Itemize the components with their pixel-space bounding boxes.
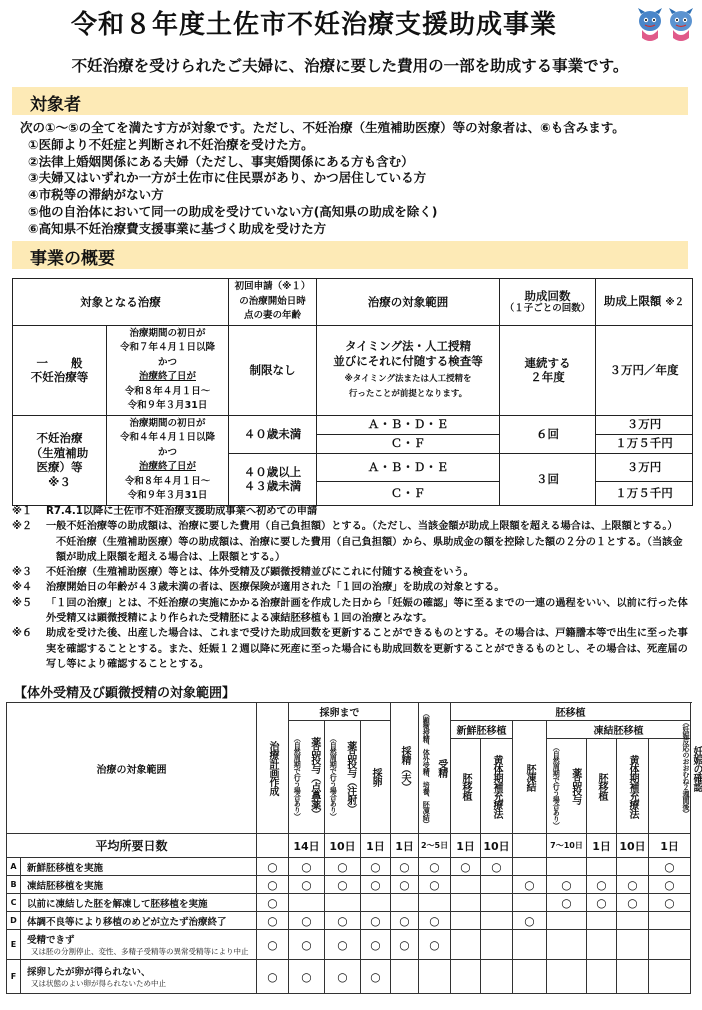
check-mark: ○ — [289, 876, 325, 894]
ivf-col-header: 黄体期補充療法 — [481, 739, 513, 834]
table-row — [7, 858, 691, 876]
row-key: A — [7, 858, 21, 876]
check-mark: ○ — [617, 876, 649, 894]
avg-days: 1日 — [361, 834, 391, 858]
check-mark: ○ — [325, 930, 361, 960]
empty-cell — [451, 894, 481, 912]
footnote: ※３ 不妊治療（生殖補助医療）等とは、体外受精及び顕微授精並びにこれに付随する検査をいう。 — [12, 567, 474, 579]
ivf-col-header: 採卵 — [361, 721, 391, 834]
ivf-col-header: （顕微授精、体外受精、培養、胚凍結） 受精 — [419, 703, 451, 834]
check-mark: ○ — [513, 876, 547, 894]
eligibility-item: ⑥高知県不妊治療費支援事業に基づく助成を受けた方 — [28, 220, 327, 236]
avg-days — [513, 834, 547, 858]
avg-days: 1日 — [391, 834, 419, 858]
art-limit-cf: １万５千円 — [596, 481, 693, 505]
empty-cell — [587, 858, 617, 876]
art-scope-abde: Ａ・Ｂ・Ｄ・Ｅ — [317, 453, 500, 481]
art-name: 不妊治療 （生殖補助 医療）等 ※３ — [13, 415, 107, 505]
art-age-under40: ４０歳未満 — [229, 415, 317, 453]
empty-cell — [547, 912, 587, 930]
check-mark: ○ — [325, 960, 361, 994]
row-label: 凍結胚移植を実施 — [21, 876, 257, 894]
empty-cell — [391, 960, 419, 994]
empty-cell — [617, 858, 649, 876]
empty-cell — [587, 930, 617, 960]
avg-days: 10日 — [481, 834, 513, 858]
general-limit: ３万円／年度 — [596, 325, 693, 415]
empty-cell — [587, 960, 617, 994]
row-label: 新鮮胚移植を実施 — [21, 858, 257, 876]
empty-cell — [419, 960, 451, 994]
table-row — [7, 930, 691, 960]
row-label: 採卵したが卵が得られない、 又は状態のよい卵が得られないため中止 — [21, 960, 257, 994]
check-mark: ○ — [257, 930, 289, 960]
ivf-col-header: 胚移植 — [451, 739, 481, 834]
section-heading-eligibility: 対象者 — [12, 87, 688, 115]
check-mark: ○ — [419, 858, 451, 876]
art-limit-cf: １万５千円 — [596, 434, 693, 453]
art-age-40to43: ４０歳以上 ４３歳未満 — [229, 453, 317, 505]
empty-cell — [481, 894, 513, 912]
empty-cell — [451, 876, 481, 894]
art-scope-cf: Ｃ・Ｆ — [317, 434, 500, 453]
section-heading-overview: 事業の概要 — [12, 241, 688, 269]
row-key: D — [7, 912, 21, 930]
eligibility-item: ④市税等の滞納がない方 — [28, 187, 164, 203]
footnote: 不妊治療（生殖補助医療）等の助成額は、治療に要した費用（自己負担額）から、県助成金の額を控除した額の２分の１とする。（当該金額が助成上限額を超える場合は、上限額とする。） — [56, 536, 683, 563]
footnote: ※２ 一般不妊治療等の助成額は、治療に要した費用（自己負担額）とする。（ただし、当該金額が助成上限額を超える場合は、上限額とする。） — [12, 521, 678, 533]
ivf-col-header: （自然周期で行う場合あり） 薬品投与（点鼻薬） — [289, 721, 325, 834]
art-scope-cf: Ｃ・Ｆ — [317, 481, 500, 505]
art-period: 治療期間の初日が 令和４年４月１日以降 かつ 治療終了日が 令和８年４月１日～ 令和９年３月31日 — [107, 415, 229, 505]
art-count-6: ６回 — [500, 415, 596, 453]
footnote: ※１ R7.4.1以降に土佐市不妊治療支援助成事業へ初めての申請 — [12, 506, 318, 517]
avg-days: 1日 — [649, 834, 691, 858]
empty-cell — [513, 960, 547, 994]
check-mark: ○ — [391, 912, 419, 930]
footnote: ※４ 治療開始日の年齢が４３歳未満の者は、医療保険が適用された「１回の治療」を助成の対象とする。 — [12, 582, 505, 594]
table-row — [7, 894, 691, 912]
check-mark: ○ — [391, 876, 419, 894]
general-scope: タイミング法・人工授精 並びにそれに付随する検査等 ※タイミング法または人工授精を 行ったことが前提となります。 — [317, 325, 500, 415]
empty-cell — [289, 894, 325, 912]
header-limit: 助成上限額 ※２ — [596, 279, 693, 326]
empty-cell — [481, 960, 513, 994]
row-label: 受精できず 又は胚の分割停止、変性、多精子受精等の異常受精等により中止 — [21, 930, 257, 960]
avg-days: 1日 — [587, 834, 617, 858]
row-key: E — [7, 930, 21, 960]
footnotes — [12, 504, 692, 672]
row-label: 以前に凍結した胚を解凍して胚移植を実施 — [21, 894, 257, 912]
ivf-scope-table: 治療の対象範囲 治療計画作成 採卵まで 採精（夫） （顕微授精、体外受精、培養、胚凍結） 受精 胚移植 （妊娠反応のおおむね２週間後） 妊娠の確認 （自然周期で行う場合あり） 薬品投与（点鼻薬） （自然周期で行う場合あり） 薬品投与（注射） 採卵 新鮮胚移植 胚凍結 凍結胚移植 胚移植 黄体期補充療法 （自然周期で行う場合あり） 薬品投与 胚移植 黄体期補充療法 平均所要日数 14日 10日 1日 1日 2～5日 1日 10日 7～10日 1日 10日 1日 A 新鮮胚移植を実施 ○ ○ ○ ○ ○ ○ ○ ○ ○ B 凍結胚移植を実施 ○ ○ ○ ○ ○ ○ ○ ○ ○ ○ ○ C 以前に凍結した胚を解凍して胚移植を実施 ○ ○ ○ ○ ○ D 体調不良等により移植のめどが立たず治療終了 ○ ○ ○ ○ ○ ○ ○ E 受精できず 又は胚の分割停止、変性、多精子受精等の異常受精等により中止 ○ ○ ○ ○ ○ ○ F 採卵したが卵が得られない、 又は状態のよい卵が得られないため中止 ○ ○ ○ ○ — [6, 702, 691, 994]
page-title: 令和８年度土佐市不妊治療支援助成事業 — [70, 10, 557, 40]
check-mark: ○ — [547, 894, 587, 912]
empty-cell — [587, 912, 617, 930]
check-mark: ○ — [361, 858, 391, 876]
empty-cell — [451, 912, 481, 930]
ivf-col-header: 治療計画作成 — [257, 703, 289, 834]
empty-cell — [649, 960, 691, 994]
check-mark: ○ — [325, 876, 361, 894]
check-mark: ○ — [481, 858, 513, 876]
group-transfer: 胚移植 — [451, 703, 691, 721]
header-treatment: 対象となる治療 — [13, 279, 229, 326]
empty-cell — [481, 876, 513, 894]
check-mark: ○ — [361, 912, 391, 930]
header-count: 助成回数 （１子ごとの回数） — [500, 279, 596, 326]
table-row — [7, 912, 691, 930]
row-key: F — [7, 960, 21, 994]
table-row-general — [13, 325, 693, 415]
check-mark: ○ — [361, 876, 391, 894]
art-limit-abde: ３万円 — [596, 453, 693, 481]
check-mark: ○ — [289, 858, 325, 876]
header-scope: 治療の対象範囲 — [317, 279, 500, 326]
empty-cell — [361, 894, 391, 912]
empty-cell — [547, 960, 587, 994]
check-mark: ○ — [391, 930, 419, 960]
art-limit-abde: ３万円 — [596, 415, 693, 434]
avg-days: 10日 — [325, 834, 361, 858]
empty-cell — [617, 930, 649, 960]
empty-cell — [547, 930, 587, 960]
group-collection: 採卵まで — [289, 703, 391, 721]
ivf-col-header: （自然周期で行う場合あり） 薬品投与 — [547, 739, 587, 834]
group-frozen: 凍結胚移植 — [547, 721, 691, 739]
check-mark: ○ — [325, 912, 361, 930]
avg-days-row — [7, 834, 691, 858]
row-key: B — [7, 876, 21, 894]
check-mark: ○ — [649, 876, 691, 894]
empty-cell — [617, 912, 649, 930]
eligibility-item: ③夫婦又はいずれか一方が土佐市に住民票があり、かつ居住している方 — [28, 170, 427, 186]
check-mark: ○ — [325, 858, 361, 876]
check-mark: ○ — [361, 930, 391, 960]
check-mark: ○ — [257, 960, 289, 994]
empty-cell — [419, 894, 451, 912]
check-mark: ○ — [257, 912, 289, 930]
row-label: 体調不良等により移植のめどが立たず治療終了 — [21, 912, 257, 930]
ivf-col-header: 胚移植 — [587, 739, 617, 834]
check-mark: ○ — [587, 894, 617, 912]
empty-cell — [513, 858, 547, 876]
mascot-icon-left — [636, 6, 664, 44]
ivf-col-header: 胚凍結 — [513, 721, 547, 834]
check-mark: ○ — [649, 858, 691, 876]
footnote: ※６ 助成を受けた後、出産した場合は、これまで受けた助成回数を更新することができるものとする。その場合は、戸籍謄本等で出生に至った事実を確認することとする。また、妊娠１２週以降に死産に至った場合にも助成回数を更新することができるものとし、その場合は、死産届の写し等により確認することとする。 — [12, 628, 688, 670]
general-age: 制限なし — [229, 325, 317, 415]
eligibility-item: ①医師より不妊症と判断され不妊治療を受けた方。 — [28, 136, 314, 152]
page-subtitle: 不妊治療を受けられたご夫婦に、治療に要した費用の一部を助成する事業です。 — [71, 57, 629, 75]
art-scope-abde: Ａ・Ｂ・Ｄ・Ｅ — [317, 415, 500, 434]
check-mark: ○ — [649, 894, 691, 912]
eligibility-item: ②法律上婚姻関係にある夫婦（ただし、事実婚関係にある方も含む） — [28, 153, 414, 169]
empty-cell — [481, 912, 513, 930]
check-mark: ○ — [617, 894, 649, 912]
ivf-scope-label: 治療の対象範囲 — [7, 703, 257, 834]
check-mark: ○ — [257, 858, 289, 876]
eligibility-item: ⑤他の自治体において同一の助成を受けていない方(高知県の助成を除く) — [28, 203, 438, 219]
check-mark: ○ — [289, 960, 325, 994]
check-mark: ○ — [419, 876, 451, 894]
ivf-col-header: 黄体期補充療法 — [617, 739, 649, 834]
check-mark: ○ — [547, 876, 587, 894]
check-mark: ○ — [587, 876, 617, 894]
overview-table — [12, 278, 693, 506]
check-mark: ○ — [257, 876, 289, 894]
avg-days: 7～10日 — [547, 834, 587, 858]
avg-days: 14日 — [289, 834, 325, 858]
avg-days-label: 平均所要日数 — [7, 834, 257, 858]
ivf-col-header: （自然周期で行う場合あり） 薬品投与（注射） — [325, 721, 361, 834]
avg-days — [257, 834, 289, 858]
mascot-icon-right — [667, 6, 695, 44]
empty-cell — [391, 894, 419, 912]
eligibility-block — [20, 120, 692, 238]
avg-days: 10日 — [617, 834, 649, 858]
avg-days: 2～5日 — [419, 834, 451, 858]
check-mark: ○ — [419, 930, 451, 960]
check-mark: ○ — [289, 912, 325, 930]
general-period: 治療期間の初日が 令和７年４月１日以降 かつ 治療終了日が 令和８年４月１日～ 令和９年３月31日 — [107, 325, 229, 415]
empty-cell — [325, 894, 361, 912]
check-mark: ○ — [451, 858, 481, 876]
empty-cell — [481, 930, 513, 960]
empty-cell — [649, 912, 691, 930]
art-count-3: ３回 — [500, 453, 596, 505]
empty-cell — [617, 960, 649, 994]
check-mark: ○ — [513, 912, 547, 930]
table-row-art-1 — [13, 415, 693, 434]
table-row — [7, 876, 691, 894]
ivf-col-header: 採精（夫） — [391, 703, 419, 834]
check-mark: ○ — [361, 960, 391, 994]
general-count: 連続する ２年度 — [500, 325, 596, 415]
check-mark: ○ — [289, 930, 325, 960]
avg-days: 1日 — [451, 834, 481, 858]
general-name: 一 般 不妊治療等 — [13, 325, 107, 415]
empty-cell — [513, 894, 547, 912]
ivf-heading: 【体外受精及び顕微授精の対象範囲】 — [14, 686, 236, 701]
empty-cell — [451, 960, 481, 994]
empty-cell — [513, 930, 547, 960]
table-row — [7, 960, 691, 994]
header-age: 初回申請（※１） の治療開始日時 点の妻の年齢 — [229, 279, 317, 326]
empty-cell — [547, 858, 587, 876]
check-mark: ○ — [257, 894, 289, 912]
empty-cell — [451, 930, 481, 960]
empty-cell — [649, 930, 691, 960]
eligibility-intro: 次の①～⑤の全てを満たす方が対象です。ただし、不妊治療（生殖補助医療）等の対象者は、⑥も含みます。 — [20, 120, 625, 135]
check-mark: ○ — [419, 912, 451, 930]
group-fresh: 新鮮胚移植 — [451, 721, 513, 739]
row-key: C — [7, 894, 21, 912]
check-mark: ○ — [391, 858, 419, 876]
footnote: ※５ 「１回の治療」とは、不妊治療の実施にかかる治療計画を作成した日から「妊娠の確認」等に至るまでの一連の過程をいい、以前に行った体外受精又は顕微授精により作られた受精胚による凍結胚移植も１回の治療とみなす。 — [12, 597, 688, 625]
